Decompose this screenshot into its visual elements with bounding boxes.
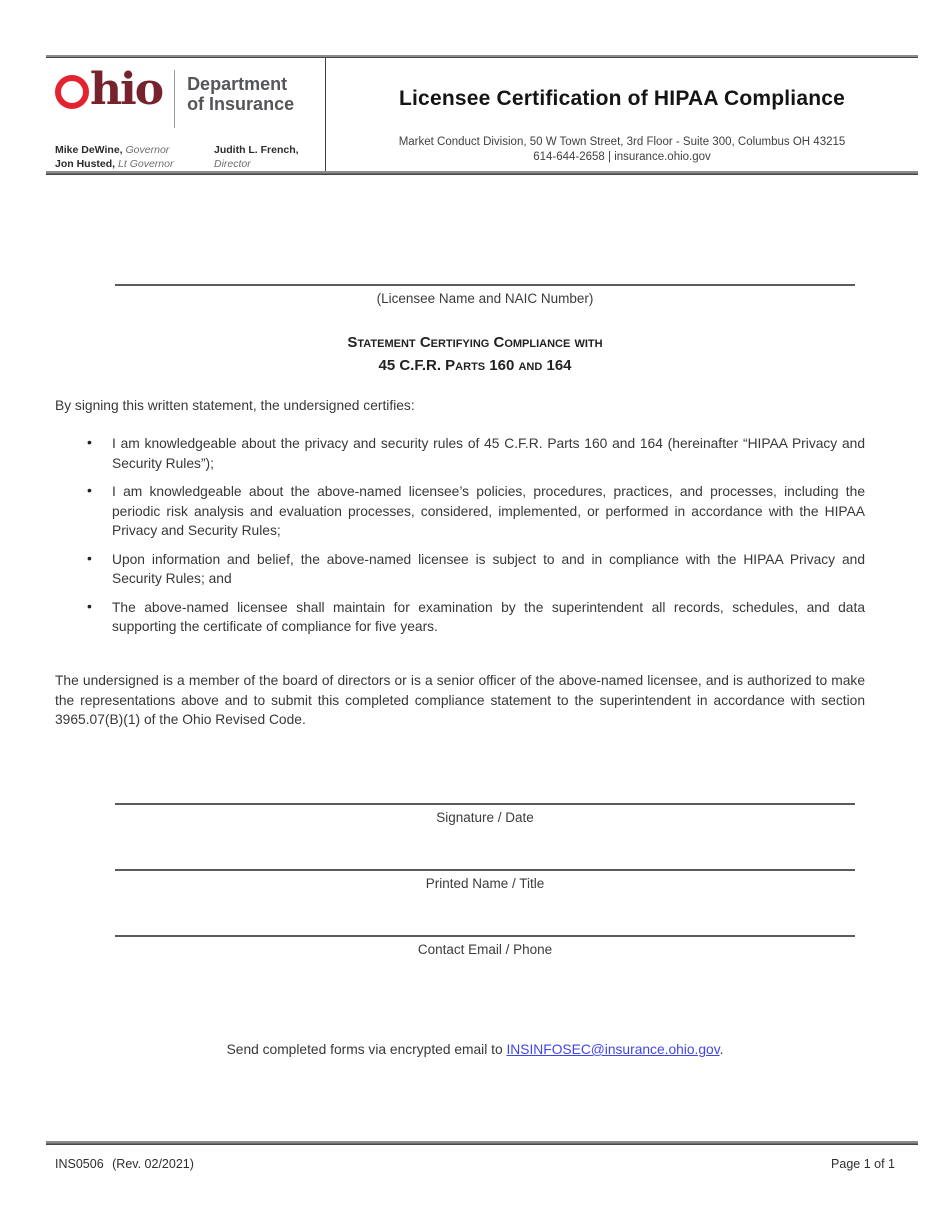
signature-date-block	[115, 803, 855, 825]
lt-governor-title: Lt Governor	[118, 158, 174, 170]
licensee-name-caption: (Licensee Name and NAIC Number)	[376, 291, 594, 306]
header-left	[46, 58, 325, 171]
address-separator: |	[608, 151, 612, 163]
governor-line	[55, 143, 214, 157]
bullet-icon: •	[87, 434, 92, 450]
certification-bullet-list	[85, 434, 865, 646]
form-title: Licensee Certification of HIPAA Compliance	[399, 87, 845, 110]
director-title: Director	[213, 158, 251, 170]
submission-email-link[interactable]: INSINFOSEC@insurance.ohio.gov	[506, 1042, 720, 1057]
address-phone: 614-644-2658	[533, 151, 605, 163]
submission-instruction	[0, 1042, 950, 1057]
bullet-item-1	[85, 434, 865, 473]
signature-area	[115, 803, 855, 1001]
department-name	[187, 70, 294, 114]
address-website: insurance.ohio.gov	[614, 151, 711, 163]
footer	[55, 1157, 895, 1171]
governor-name: Mike DeWine,	[55, 144, 123, 156]
bullet-text-3: Upon information and belief, the above-named licensee is subject to and in compliance with the HIPAA Privacy and Security Rules; and	[112, 551, 865, 586]
ohio-doi-logo	[55, 64, 325, 128]
bullet-icon: •	[87, 549, 92, 566]
printed-name-title-block	[115, 869, 855, 891]
director-line	[214, 143, 325, 171]
footer-rule	[46, 1141, 918, 1145]
statement-heading	[0, 331, 950, 377]
bullet-icon: •	[87, 482, 92, 498]
licensee-name-field[interactable]	[115, 284, 855, 286]
ohio-logo-text: hio	[90, 64, 163, 115]
signature-date-caption: Signature / Date	[436, 810, 534, 825]
department-name-line1: Department	[187, 74, 288, 94]
statement-heading-line1: Statement Certifying Compliance with	[347, 334, 603, 351]
department-name-line2: of Insurance	[187, 94, 295, 115]
submission-instruction-text: Send completed forms via encrypted email to	[226, 1042, 507, 1057]
header-right	[326, 58, 918, 171]
address-line2	[326, 150, 918, 165]
logo-divider	[174, 70, 175, 128]
intro-sentence: By signing this written statement, the undersigned certifies:	[55, 398, 415, 413]
lt-governor-line	[55, 157, 214, 171]
officials-column-right	[214, 143, 325, 171]
officials-column-left	[55, 143, 214, 171]
header	[46, 58, 918, 171]
contact-email-phone-caption: Contact Email / Phone	[417, 942, 553, 957]
statement-heading-line2: 45 C.F.R. Parts 160 and 164	[378, 357, 572, 374]
bullet-text-1: I am knowledgeable about the privacy and security rules of 45 C.F.R. Parts 160 and 164 (hereinafter “HIPAA Privacy and Security Rules”);	[112, 436, 865, 471]
division-address	[326, 135, 918, 165]
contact-email-phone-block	[115, 935, 855, 957]
bullet-text-4: The above-named licensee shall maintain for examination by the superintendent all records, schedules, and data supporting the certificate of compliance for five years.	[112, 599, 865, 634]
form-number-revision	[55, 1157, 199, 1171]
page-indicator: Page 1 of 1	[831, 1157, 895, 1171]
printed-name-title-caption: Printed Name / Title	[425, 876, 545, 891]
closing-paragraph: The undersigned is a member of the board of directors or is a senior officer of the above-named licensee, and is authorized to make the representations above and to submit this completed compliance statement to the superintendent in accordance with section 3965.07(B)(1) of the Ohio Revised Code.	[55, 673, 865, 727]
bullet-item-3	[85, 550, 865, 589]
lt-governor-name: Jon Husted,	[55, 158, 116, 170]
address-line1: Market Conduct Division, 50 W Town Street, 3rd Floor - Suite 300, Columbus OH 43215	[398, 136, 846, 148]
bullet-item-4	[85, 598, 865, 637]
signature-date-field[interactable]	[115, 803, 855, 805]
bullet-text-2: I am knowledgeable about the above-named licensee’s policies, procedures, practices, and processes, including the periodic risk analysis and evaluation processes, considered, implemented, or performed in accordance with the HIPAA Privacy and Security Rules;	[112, 484, 865, 538]
bullet-icon: •	[87, 597, 92, 614]
form-number: INS0506	[55, 1157, 104, 1171]
header-bottom-rule	[46, 171, 918, 175]
printed-name-title-field[interactable]	[115, 869, 855, 871]
form-revision: (Rev. 02/2021)	[112, 1157, 194, 1171]
director-name: Judith L. French,	[213, 144, 299, 156]
governor-title: Governor	[125, 144, 170, 156]
contact-email-phone-field[interactable]	[115, 935, 855, 937]
ohio-logo-o-ring-icon	[55, 75, 89, 109]
licensee-name-block	[115, 284, 855, 306]
officials	[55, 143, 325, 171]
submission-instruction-period: .	[719, 1042, 724, 1057]
bullet-item-2	[85, 482, 865, 541]
